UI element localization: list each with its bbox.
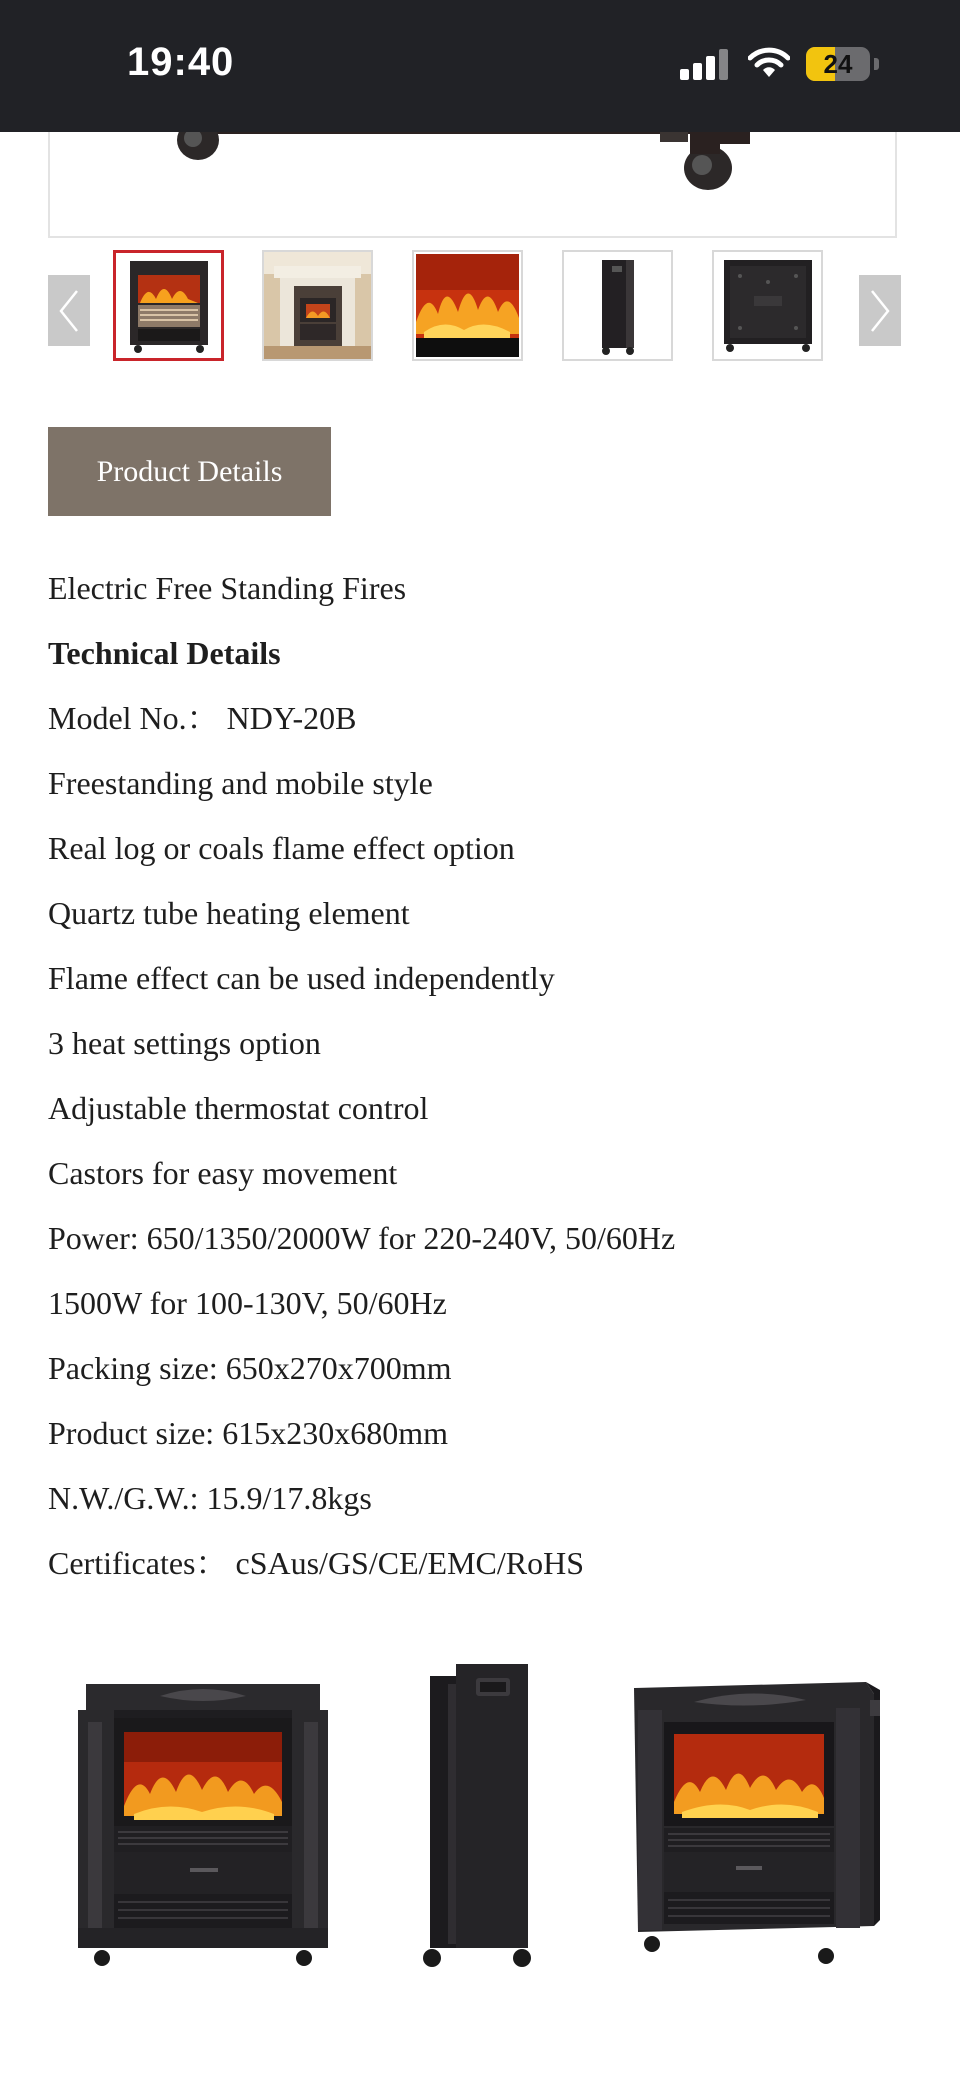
spec-line: 1500W for 100-130V, 50/60Hz bbox=[48, 1285, 447, 1321]
gallery-next-button[interactable] bbox=[859, 275, 901, 346]
battery-level: 24 bbox=[823, 49, 853, 79]
spec-line: Model No.： NDY-20B bbox=[48, 700, 357, 736]
spec-line: Real log or coals flame effect option bbox=[48, 830, 515, 866]
spec-line: Certificates： cSAus/GS/CE/EMC/RoHS bbox=[48, 1545, 585, 1581]
spec-line: Castors for easy movement bbox=[48, 1155, 398, 1191]
gallery-thumb-5[interactable] bbox=[712, 250, 823, 361]
fireplace-side-thumb bbox=[564, 252, 671, 359]
spec-line: Power: 650/1350/2000W for 220-240V, 50/60Hz bbox=[48, 1220, 676, 1256]
wifi-icon bbox=[748, 46, 790, 80]
chevron-left-icon bbox=[58, 289, 80, 333]
product-title: Electric Free Standing Fires bbox=[48, 570, 407, 606]
spec-line: 3 heat settings option bbox=[48, 1025, 321, 1061]
tab-product-details[interactable]: Product Details bbox=[48, 427, 331, 516]
gallery-thumb-4[interactable] bbox=[562, 250, 673, 361]
spec-line: Packing size: 650x270x700mm bbox=[48, 1350, 452, 1386]
spec-line: Freestanding and mobile style bbox=[48, 765, 433, 801]
gallery-thumb-2[interactable] bbox=[262, 250, 373, 361]
spec-line: N.W./G.W.: 15.9/17.8kgs bbox=[48, 1480, 372, 1516]
technical-details-heading: Technical Details bbox=[48, 635, 281, 671]
cellular-signal-icon bbox=[680, 48, 730, 80]
fireplace-room-thumb bbox=[264, 252, 371, 359]
battery-icon bbox=[806, 47, 870, 81]
fireplace-side-image bbox=[418, 1664, 544, 1970]
gallery-thumb-1[interactable] bbox=[113, 250, 224, 361]
fireplace-front-image bbox=[78, 1682, 328, 1967]
fireplace-back-thumb bbox=[714, 252, 821, 359]
gallery-prev-button[interactable] bbox=[48, 275, 90, 346]
spec-line: Flame effect can be used independently bbox=[48, 960, 555, 996]
spec-line: Adjustable thermostat control bbox=[48, 1090, 429, 1126]
spec-line: Quartz tube heating element bbox=[48, 895, 410, 931]
status-bar bbox=[0, 0, 960, 132]
spec-line: Product size: 615x230x680mm bbox=[48, 1415, 448, 1451]
fireplace-base-image bbox=[50, 118, 897, 238]
product-description bbox=[48, 560, 908, 1600]
gallery-thumb-3[interactable] bbox=[412, 250, 523, 361]
fireplace-front-thumb bbox=[116, 253, 221, 358]
chevron-right-icon bbox=[869, 289, 891, 333]
flame-closeup-thumb bbox=[414, 252, 521, 359]
main-product-image[interactable] bbox=[48, 118, 897, 238]
fireplace-angle-image bbox=[630, 1680, 880, 1970]
status-time: 19:40 bbox=[127, 40, 235, 84]
